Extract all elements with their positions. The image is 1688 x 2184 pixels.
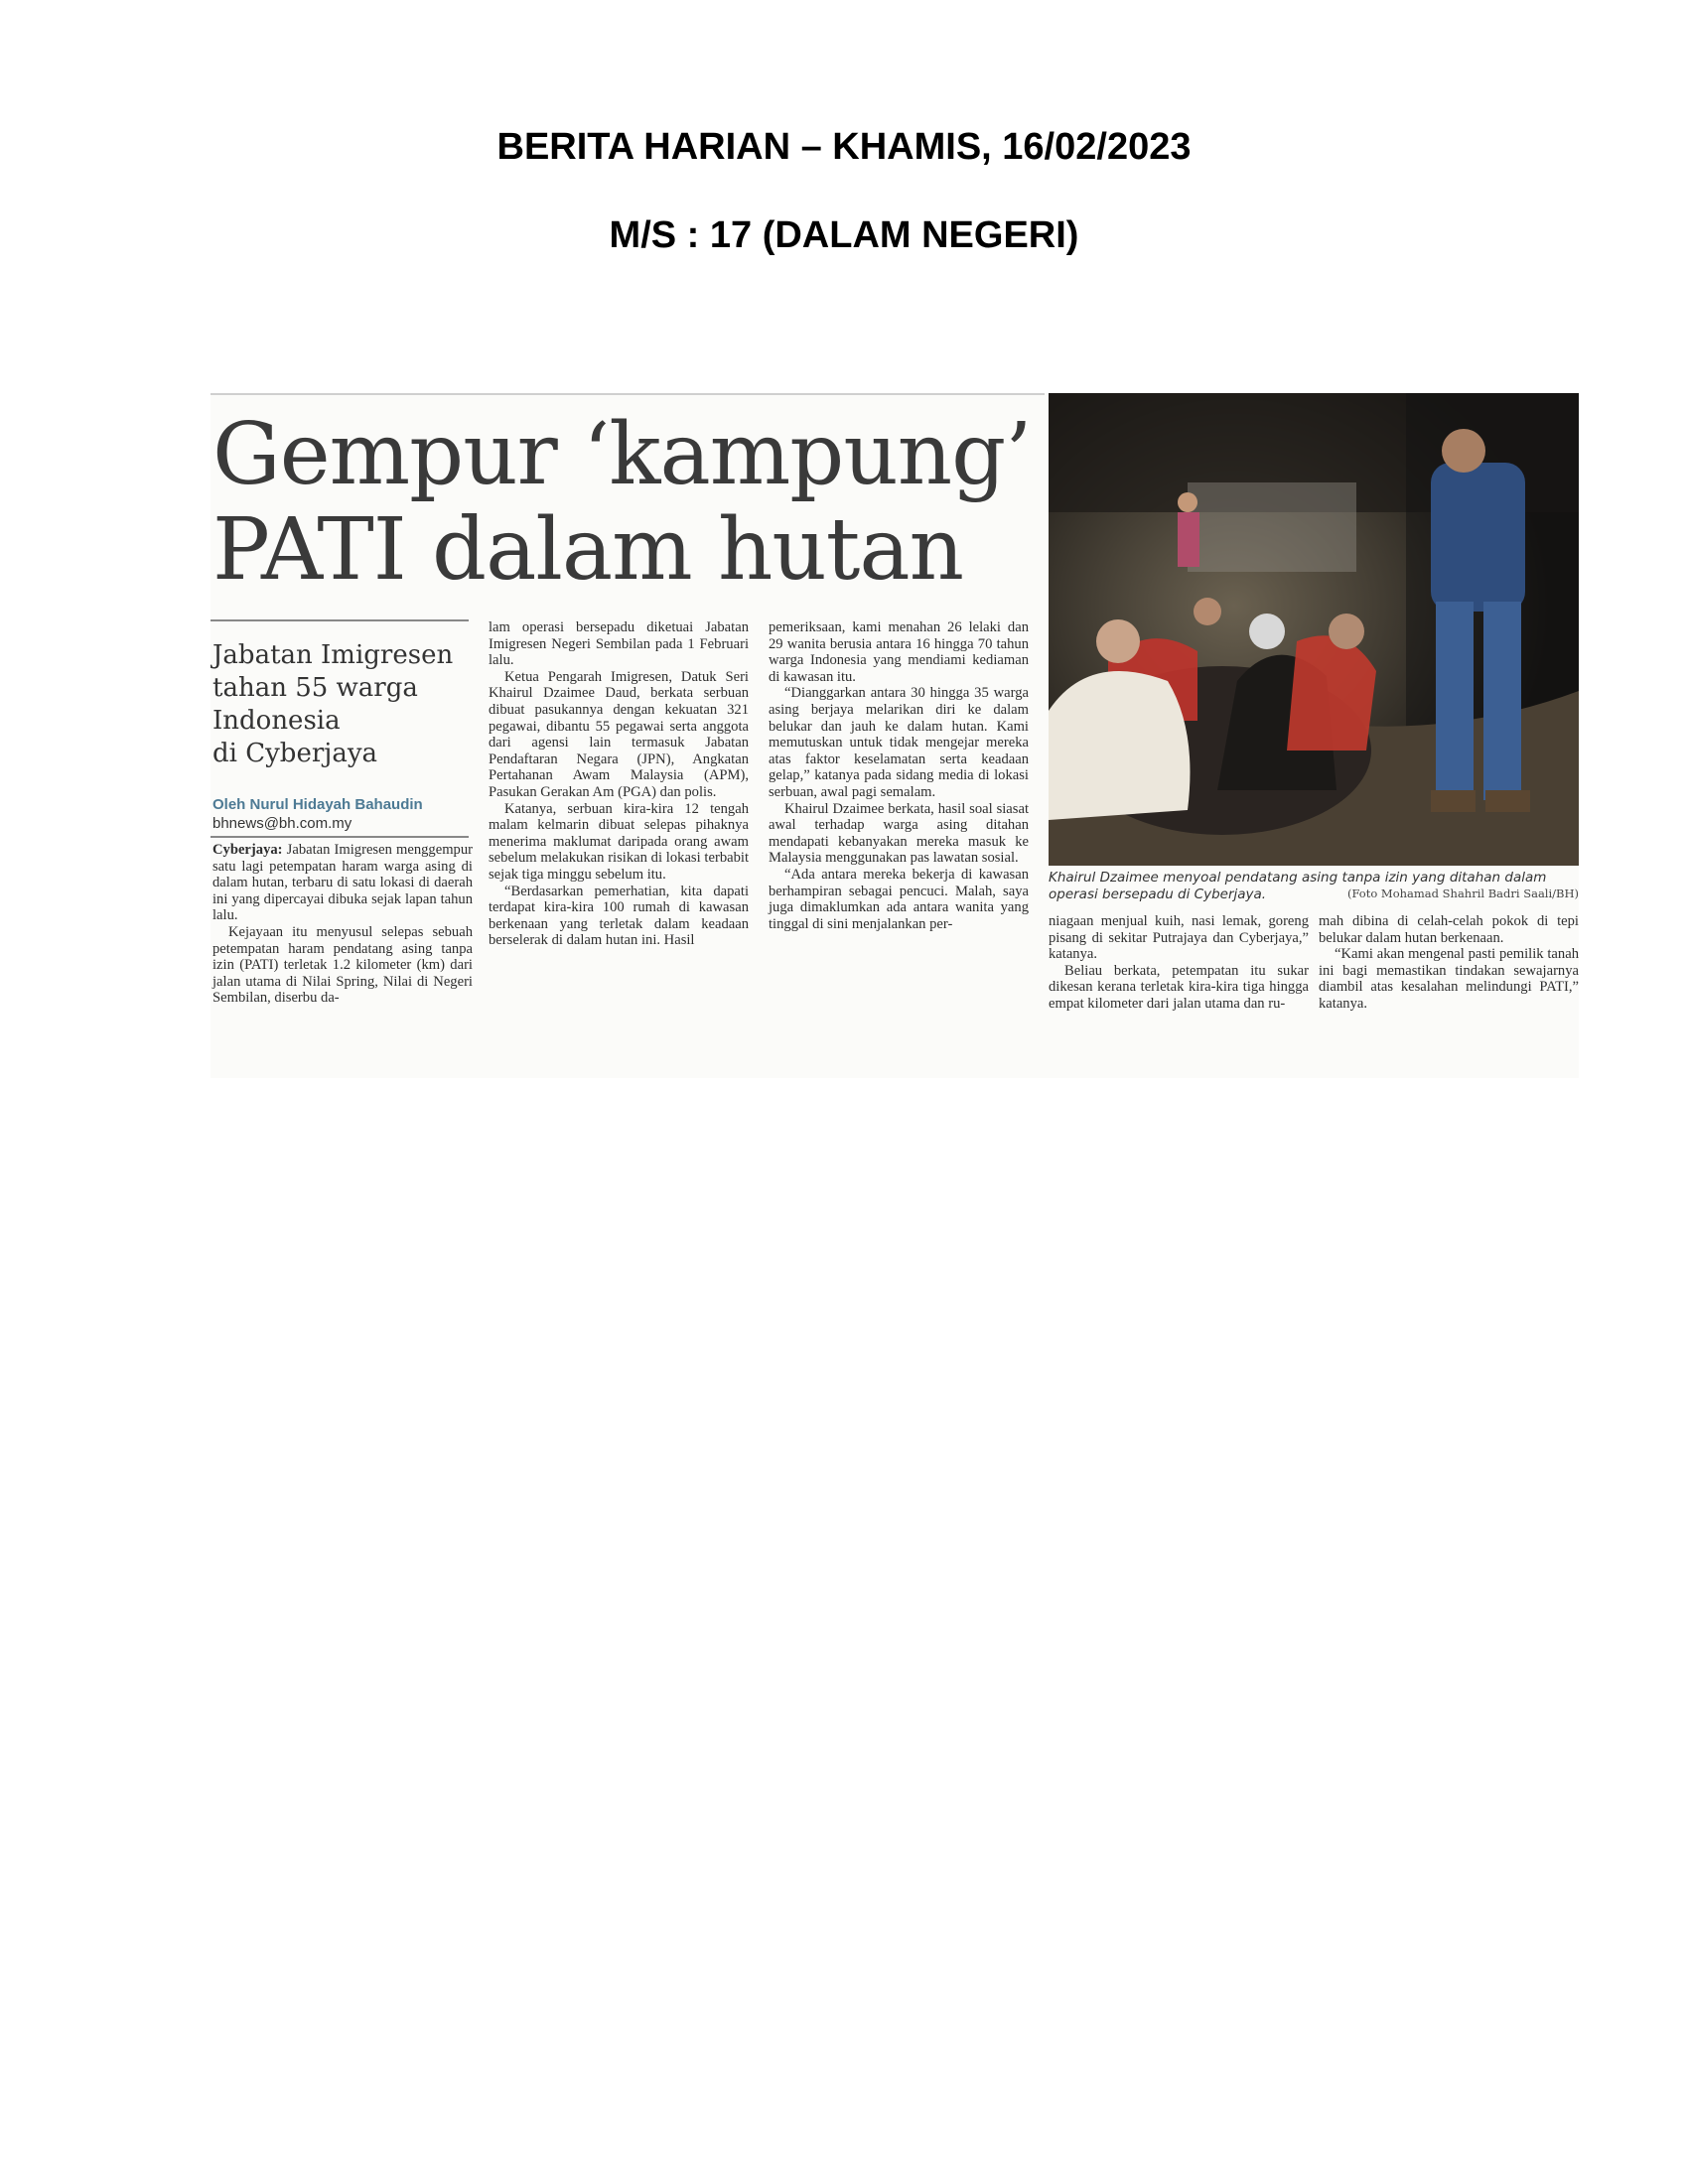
article-column-4 [1049,913,1309,1013]
headline-line-2: PATI dalam hutan [212,500,964,600]
subhead-line: Indonesia [212,706,341,736]
paragraph: Kejayaan itu menyusul selepas sebuah petempatan haram pendatang asing tanpa izin (PATI) terletak 1.2 kilometer (km) dari jalan utama di Nilai Spring, Nilai di Negeri Sembilan, diserbu da- [212,923,473,1007]
byline-rule [211,836,469,838]
article-column-2 [489,619,749,949]
paragraph: Khairul Dzaimee berkata, hasil soal siasat awal terhadap warga asing ditahan mendapati kebanyakan mereka masuk ke Malaysia menggunakan pas lawatan sosial. [769,800,1029,867]
paragraph: Ketua Pengarah Imigresen, Datuk Seri Khairul Dzaimee Daud, berkata serbuan dibuat pasukannya dengan kekuatan 321 pegawai, dibantu 55 pegawai serta anggota dari agensi lain termasuk Jabatan Pendaftaran Negara (JPN), Angkatan Pertahanan Awam Malaysia (APM), Pasukan Gerakan Am (PGA) dan polis. [489,668,749,800]
photo-caption: Khairul Dzaimee menyoal pendatang asing tanpa izin yang ditahan dalam operasi bersepadu di Cyberjaya. [1049,870,1547,902]
article-column-3 [769,619,1029,932]
paragraph: “Ada antara mereka bekerja di kawasan berhampiran sebagai pencuci. Malah, saya juga dimaklumkan ada antara wanita yang tinggal di sini menjalankan per- [769,866,1029,932]
dateline: Cyberjaya: [212,842,283,858]
subhead-line: di Cyberjaya [212,739,378,768]
paragraph [212,842,473,924]
paragraph: lam operasi bersepadu diketuai Jabatan Imigresen Negeri Sembilan pada 1 Februari lalu. [489,619,749,669]
paragraph: “Berdasarkan pemerhatian, kita dapati terdapat kira-kira 100 rumah di kawasan berkenaan yang terletak dalam keadaan berselerak di dalam hutan ini. Hasil [489,883,749,949]
article-column-5 [1319,913,1579,1013]
top-rule [211,393,1045,395]
clipping-header-source: BERITA HARIAN – KHAMIS, 16/02/2023 [496,126,1192,168]
byline: Oleh Nurul Hidayah Bahaudin [212,796,423,813]
author-email: bhnews@bh.com.my [212,815,352,832]
subhead-rule-top [211,619,469,621]
paragraph: “Dianggarkan antara 30 hingga 35 warga asing berjaya melarikan diri ke dalam belukar dan jauh ke dalam hutan. Kami memutuskan untuk tidak mengejar mereka atas faktor keselamatan serta keadaan gelap,” katanya pada sidang media di lokasi serbuan, awal pagi semalam. [769,685,1029,800]
photo-credit: (Foto Mohamad Shahril Badri Saali/BH) [1346,887,1579,900]
clipping-header-page: M/S : 17 (DALAM NEGERI) [609,214,1079,256]
subhead-line: tahan 55 warga [212,673,418,703]
paragraph: Beliau berkata, petempatan itu sukar dikesan kerana terletak kira-kira tiga hingga empat kilometer dari jalan utama dan ru- [1049,962,1309,1012]
paragraph: pemeriksaan, kami menahan 26 lelaki dan 29 wanita berusia antara 16 hingga 70 tahun warga Indonesia yang mendiami kediaman di kawasan itu. [769,619,1029,685]
article-column-1 [212,842,473,1007]
paragraph: “Kami akan mengenal pasti pemilik tanah ini bagi memastikan tindakan sewajarnya diambil atas kesalahan melindungi PATI,” katanya. [1319,946,1579,1012]
newspaper-clipping [211,393,1579,1078]
paragraph-text: Jabatan Imigresen menggempur satu lagi petempatan haram warga asing di dalam hutan, terbaru di satu lokasi di daerah ini yang dipercayai dibuka sejak lapan tahun lalu. [212,842,473,924]
raid-scene-illustration [1049,393,1579,866]
headline [212,407,1037,598]
subhead-line: Jabatan Imigresen [212,640,454,670]
paragraph: mah dibina di celah-celah pokok di tepi belukar dalam hutan berkenaan. [1319,913,1579,946]
news-photo [1049,393,1579,866]
subheadline [212,639,471,770]
headline-line-1: Gempur ‘kampung’ [212,405,1032,504]
paragraph: Katanya, serbuan kira-kira 12 tengah malam kelmarin dibuat selepas pihaknya menerima maklumat daripada orang awam sebelum melakukan risikan di lokasi terbabit sejak tiga minggu sebelum itu. [489,800,749,883]
paragraph: niagaan menjual kuih, nasi lemak, goreng pisang di sekitar Putrajaya dan Cyberjaya,” katanya. [1049,913,1309,963]
